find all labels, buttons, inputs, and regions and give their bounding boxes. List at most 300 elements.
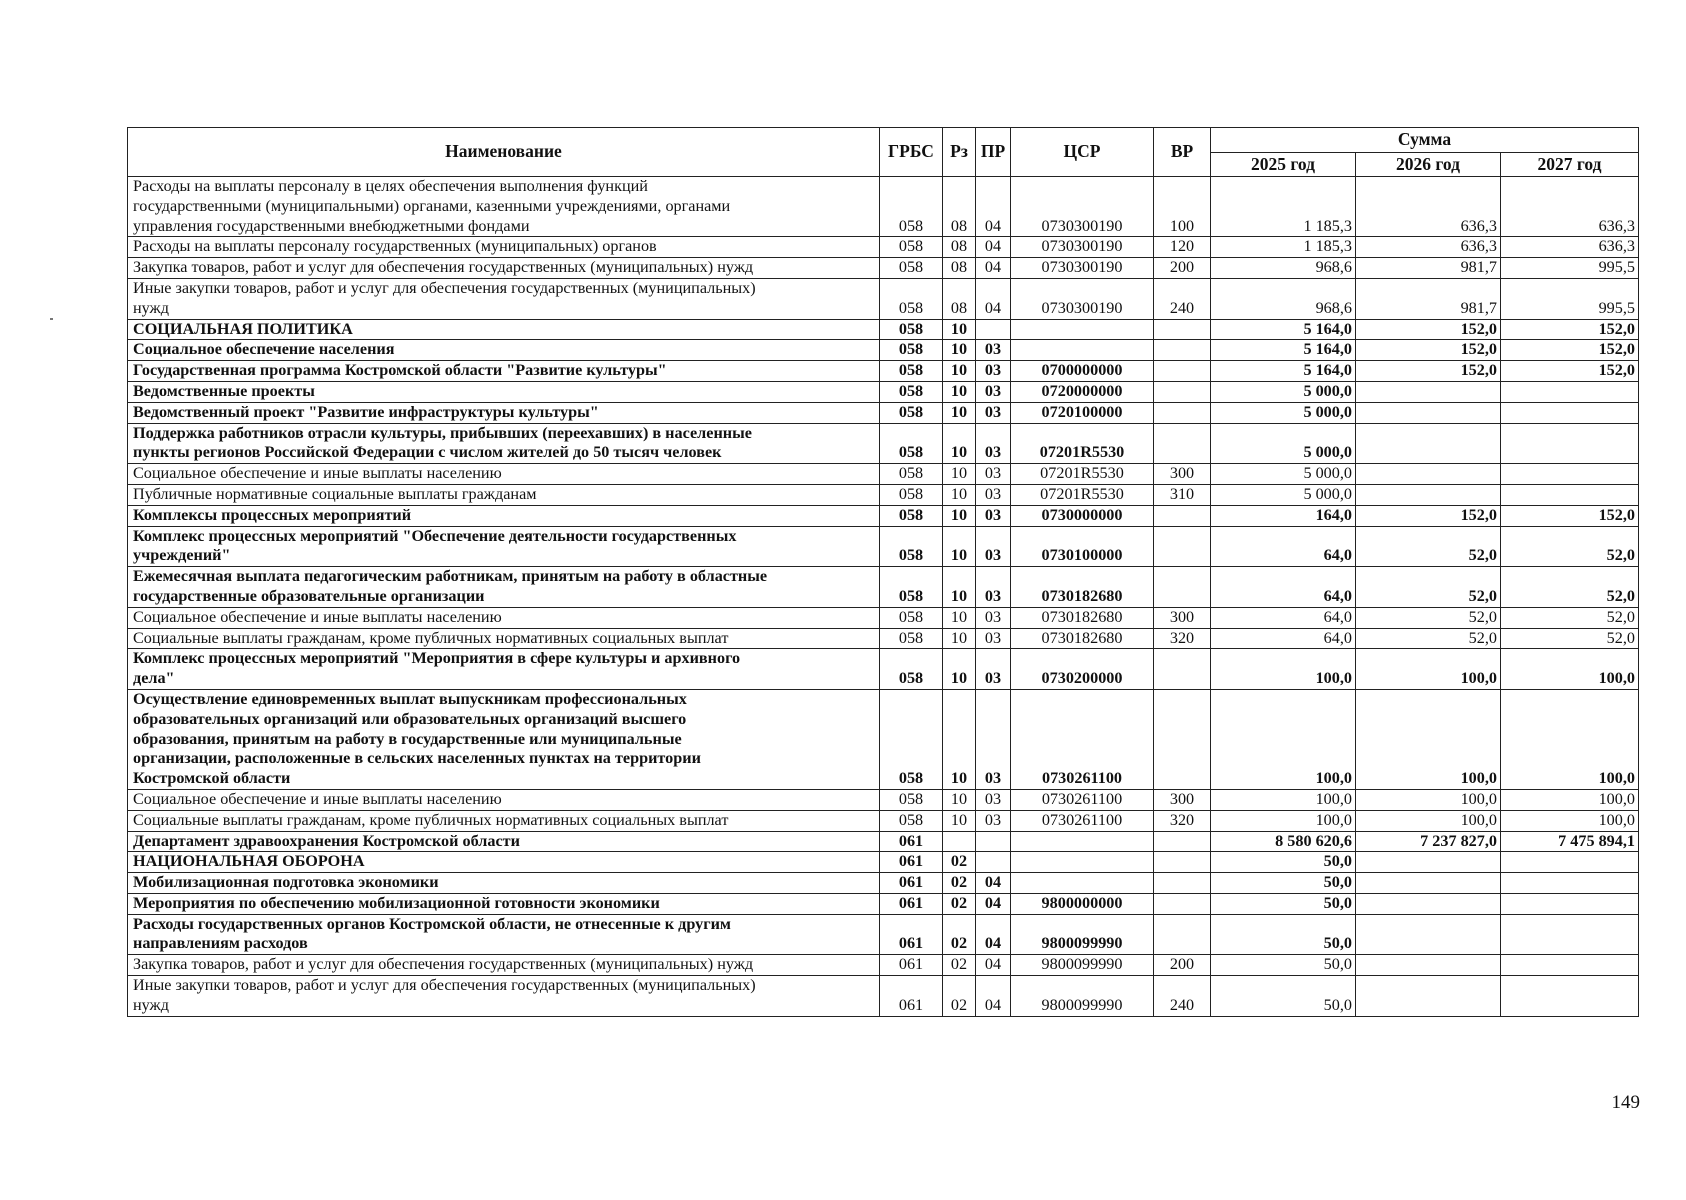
- cell-2025: 1 185,3: [1211, 177, 1356, 237]
- cell-2026: 981,7: [1356, 278, 1501, 319]
- cell-name-line: Закупка товаров, работ и услуг для обеспечения государственных (муниципальных) нужд: [133, 955, 754, 974]
- scan-speck: [50, 318, 53, 320]
- cell-2025: 50,0: [1211, 976, 1356, 1017]
- cell-2026: [1356, 955, 1501, 976]
- cell-csr: [1011, 852, 1154, 873]
- cell-2027: 636,3: [1501, 177, 1639, 237]
- cell-csr: 0730261100: [1011, 689, 1154, 789]
- cell-name: [128, 649, 880, 690]
- cell-2026: 636,3: [1356, 237, 1501, 258]
- cell-name-line: Социальное обеспечение и иные выплаты населению: [133, 789, 502, 808]
- cell-name-line: Закупка товаров, работ и услуг для обеспечения государственных (муниципальных) нужд: [133, 258, 754, 277]
- cell-2027: [1501, 893, 1639, 914]
- table-row: [128, 319, 1639, 340]
- cell-2025: 5 000,0: [1211, 381, 1356, 402]
- cell-csr: 0730000000: [1011, 505, 1154, 526]
- cell-name: [128, 505, 880, 526]
- cell-name-line: Иные закупки товаров, работ и услуг для обеспечения государственных (муниципальных): [133, 278, 756, 297]
- cell-2027: 52,0: [1501, 628, 1639, 649]
- cell-csr: 0700000000: [1011, 361, 1154, 382]
- cell-rz: 02: [943, 893, 976, 914]
- cell-pr: 03: [976, 464, 1011, 485]
- cell-pr: 03: [976, 789, 1011, 810]
- table-row: [128, 893, 1639, 914]
- header-name: Наименование: [128, 128, 880, 177]
- cell-2027: [1501, 484, 1639, 505]
- cell-pr: 03: [976, 381, 1011, 402]
- cell-pr: 03: [976, 526, 1011, 567]
- cell-name-line: Мероприятия по обеспечению мобилизационной готовности экономики: [133, 893, 660, 912]
- cell-vr: 240: [1154, 278, 1211, 319]
- cell-vr: 100: [1154, 177, 1211, 237]
- cell-grbs: 058: [880, 526, 943, 567]
- cell-vr: 200: [1154, 258, 1211, 279]
- cell-vr: 300: [1154, 607, 1211, 628]
- cell-vr: 310: [1154, 484, 1211, 505]
- cell-csr: 07201R5530: [1011, 464, 1154, 485]
- cell-rz: 10: [943, 381, 976, 402]
- cell-grbs: 058: [880, 258, 943, 279]
- cell-2025: 5 000,0: [1211, 464, 1356, 485]
- cell-rz: 10: [943, 505, 976, 526]
- cell-csr: 9800099990: [1011, 955, 1154, 976]
- cell-vr: [1154, 423, 1211, 464]
- cell-rz: 10: [943, 423, 976, 464]
- table-row: [128, 628, 1639, 649]
- cell-rz: 10: [943, 628, 976, 649]
- cell-name: [128, 976, 880, 1017]
- cell-rz: 02: [943, 914, 976, 955]
- cell-name-line: Костромской области: [133, 769, 291, 788]
- cell-pr: 03: [976, 361, 1011, 382]
- cell-2026: 52,0: [1356, 628, 1501, 649]
- cell-grbs: 061: [880, 914, 943, 955]
- cell-2026: 981,7: [1356, 258, 1501, 279]
- cell-name-line: нужд: [133, 995, 169, 1014]
- cell-2025: 164,0: [1211, 505, 1356, 526]
- table-row: [128, 237, 1639, 258]
- table-row: [128, 607, 1639, 628]
- table-body: [128, 177, 1639, 1017]
- cell-2027: 7 475 894,1: [1501, 831, 1639, 852]
- cell-2025: 64,0: [1211, 567, 1356, 608]
- cell-csr: [1011, 340, 1154, 361]
- cell-name-line: Департамент здравоохранения Костромской области: [133, 831, 520, 850]
- cell-2026: [1356, 402, 1501, 423]
- cell-pr: [976, 852, 1011, 873]
- cell-name-line: Мобилизационная подготовка экономики: [133, 873, 439, 892]
- cell-2025: 968,6: [1211, 258, 1356, 279]
- cell-grbs: 058: [880, 810, 943, 831]
- cell-pr: 04: [976, 873, 1011, 894]
- cell-name-line: государственные образовательные организации: [133, 586, 485, 605]
- cell-name: [128, 464, 880, 485]
- cell-2025: 50,0: [1211, 955, 1356, 976]
- cell-2027: [1501, 402, 1639, 423]
- cell-2025: 50,0: [1211, 852, 1356, 873]
- cell-grbs: 058: [880, 423, 943, 464]
- cell-vr: 240: [1154, 976, 1211, 1017]
- cell-name: [128, 177, 880, 237]
- cell-vr: [1154, 361, 1211, 382]
- cell-2025: 50,0: [1211, 873, 1356, 894]
- cell-vr: [1154, 505, 1211, 526]
- cell-pr: 03: [976, 628, 1011, 649]
- cell-grbs: 058: [880, 237, 943, 258]
- cell-pr: 04: [976, 177, 1011, 237]
- cell-vr: 200: [1154, 955, 1211, 976]
- cell-2026: [1356, 873, 1501, 894]
- cell-2025: 5 164,0: [1211, 319, 1356, 340]
- cell-rz: 02: [943, 955, 976, 976]
- cell-name-line: пункты регионов Российской Федерации с числом жителей до 50 тысяч человек: [133, 443, 722, 462]
- table-row: [128, 976, 1639, 1017]
- table-row: [128, 831, 1639, 852]
- cell-csr: 0730300190: [1011, 237, 1154, 258]
- cell-2025: 5 164,0: [1211, 340, 1356, 361]
- cell-vr: [1154, 914, 1211, 955]
- cell-rz: 10: [943, 464, 976, 485]
- cell-grbs: 058: [880, 402, 943, 423]
- cell-vr: [1154, 831, 1211, 852]
- cell-pr: 03: [976, 607, 1011, 628]
- table-row: [128, 810, 1639, 831]
- cell-csr: 9800099990: [1011, 914, 1154, 955]
- cell-2027: [1501, 381, 1639, 402]
- table-row: [128, 567, 1639, 608]
- cell-pr: 03: [976, 649, 1011, 690]
- cell-2025: 5 164,0: [1211, 361, 1356, 382]
- table-row: [128, 361, 1639, 382]
- cell-2026: [1356, 893, 1501, 914]
- cell-name-line: дела": [133, 669, 175, 688]
- cell-name-line: образования, принятым на работу в государственные или муниципальные: [133, 729, 682, 748]
- cell-pr: 03: [976, 340, 1011, 361]
- cell-pr: [976, 831, 1011, 852]
- cell-csr: [1011, 831, 1154, 852]
- budget-table: [127, 127, 1639, 1017]
- cell-vr: [1154, 526, 1211, 567]
- cell-2026: 636,3: [1356, 177, 1501, 237]
- cell-vr: [1154, 402, 1211, 423]
- cell-2026: 52,0: [1356, 607, 1501, 628]
- table-row: [128, 505, 1639, 526]
- cell-2027: [1501, 852, 1639, 873]
- cell-pr: 03: [976, 810, 1011, 831]
- cell-name-line: Социальное обеспечение населения: [133, 340, 395, 359]
- table-row: [128, 955, 1639, 976]
- table-row: [128, 423, 1639, 464]
- header-vr: ВР: [1154, 128, 1211, 177]
- cell-name-line: управления государственными внебюджетными фондами: [133, 216, 530, 235]
- cell-name: [128, 893, 880, 914]
- cell-grbs: 061: [880, 873, 943, 894]
- cell-grbs: 058: [880, 361, 943, 382]
- cell-grbs: 061: [880, 976, 943, 1017]
- cell-2025: 968,6: [1211, 278, 1356, 319]
- cell-csr: 0730182680: [1011, 567, 1154, 608]
- cell-name-line: СОЦИАЛЬНАЯ ПОЛИТИКА: [133, 319, 353, 338]
- cell-2027: 100,0: [1501, 810, 1639, 831]
- cell-rz: 08: [943, 237, 976, 258]
- cell-csr: 0730300190: [1011, 258, 1154, 279]
- table-header: [128, 128, 1639, 177]
- cell-rz: 10: [943, 689, 976, 789]
- table-row: [128, 789, 1639, 810]
- cell-vr: 300: [1154, 464, 1211, 485]
- cell-2026: 52,0: [1356, 567, 1501, 608]
- cell-csr: 0730200000: [1011, 649, 1154, 690]
- cell-name: [128, 319, 880, 340]
- cell-rz: 02: [943, 852, 976, 873]
- cell-grbs: 058: [880, 340, 943, 361]
- cell-name: [128, 689, 880, 789]
- cell-pr: 04: [976, 237, 1011, 258]
- cell-2025: 100,0: [1211, 649, 1356, 690]
- cell-grbs: 061: [880, 893, 943, 914]
- cell-2027: [1501, 955, 1639, 976]
- cell-name: [128, 810, 880, 831]
- table-row: [128, 852, 1639, 873]
- cell-2027: [1501, 464, 1639, 485]
- cell-pr: 04: [976, 955, 1011, 976]
- cell-name-line: образовательных организаций или образовательных организаций высшего: [133, 709, 687, 728]
- cell-name: [128, 423, 880, 464]
- table-row: [128, 914, 1639, 955]
- cell-name-line: Государственная программа Костромской области "Развитие культуры": [133, 361, 667, 380]
- cell-name: [128, 789, 880, 810]
- cell-name: [128, 381, 880, 402]
- cell-name-line: Расходы на выплаты персоналу в целях обеспечения выполнения функций: [133, 177, 648, 195]
- cell-name-line: Ведомственный проект "Развитие инфраструктуры культуры": [133, 402, 599, 421]
- cell-csr: 0730300190: [1011, 177, 1154, 237]
- cell-grbs: 058: [880, 464, 943, 485]
- cell-vr: 120: [1154, 237, 1211, 258]
- cell-rz: 02: [943, 976, 976, 1017]
- cell-name: [128, 831, 880, 852]
- cell-pr: 04: [976, 914, 1011, 955]
- cell-csr: 07201R5530: [1011, 423, 1154, 464]
- cell-pr: 03: [976, 484, 1011, 505]
- cell-rz: 08: [943, 278, 976, 319]
- cell-2025: 5 000,0: [1211, 402, 1356, 423]
- cell-2027: [1501, 976, 1639, 1017]
- cell-name: [128, 278, 880, 319]
- cell-name: [128, 914, 880, 955]
- cell-grbs: 058: [880, 278, 943, 319]
- cell-2027: 636,3: [1501, 237, 1639, 258]
- cell-pr: 04: [976, 258, 1011, 279]
- cell-grbs: 058: [880, 319, 943, 340]
- cell-2027: [1501, 423, 1639, 464]
- table-row: [128, 649, 1639, 690]
- cell-2026: 100,0: [1356, 810, 1501, 831]
- cell-csr: 07201R5530: [1011, 484, 1154, 505]
- cell-2027: 995,5: [1501, 278, 1639, 319]
- cell-grbs: 061: [880, 831, 943, 852]
- cell-2026: 152,0: [1356, 340, 1501, 361]
- cell-vr: [1154, 649, 1211, 690]
- cell-csr: 9800099990: [1011, 976, 1154, 1017]
- cell-rz: 10: [943, 567, 976, 608]
- cell-csr: 0730100000: [1011, 526, 1154, 567]
- cell-name-line: Поддержка работников отрасли культуры, прибывших (переехавших) в населенные: [133, 423, 752, 442]
- header-grbs: ГРБС: [880, 128, 943, 177]
- cell-2025: 64,0: [1211, 607, 1356, 628]
- cell-2027: 52,0: [1501, 526, 1639, 567]
- cell-2025: 100,0: [1211, 689, 1356, 789]
- cell-vr: [1154, 893, 1211, 914]
- cell-name-line: Комплекс процессных мероприятий "Обеспечение деятельности государственных: [133, 526, 737, 545]
- cell-pr: 04: [976, 976, 1011, 1017]
- cell-grbs: 058: [880, 789, 943, 810]
- table-row: [128, 402, 1639, 423]
- cell-2025: 64,0: [1211, 526, 1356, 567]
- cell-name-line: Социальные выплаты гражданам, кроме публичных нормативных социальных выплат: [133, 628, 729, 647]
- cell-2026: 100,0: [1356, 649, 1501, 690]
- cell-name: [128, 258, 880, 279]
- cell-csr: 0730182680: [1011, 628, 1154, 649]
- cell-name: [128, 607, 880, 628]
- table-row: [128, 873, 1639, 894]
- cell-vr: [1154, 689, 1211, 789]
- cell-pr: 04: [976, 278, 1011, 319]
- cell-csr: 9800000000: [1011, 893, 1154, 914]
- cell-name-line: учреждений": [133, 546, 231, 565]
- cell-csr: 0720000000: [1011, 381, 1154, 402]
- cell-2027: [1501, 914, 1639, 955]
- cell-2026: 100,0: [1356, 789, 1501, 810]
- cell-2027: 995,5: [1501, 258, 1639, 279]
- cell-name-line: нужд: [133, 298, 169, 317]
- header-year-2025: 2025 год: [1211, 153, 1356, 177]
- cell-csr: 0720100000: [1011, 402, 1154, 423]
- cell-grbs: 058: [880, 177, 943, 237]
- cell-grbs: 061: [880, 955, 943, 976]
- cell-pr: 03: [976, 567, 1011, 608]
- cell-name-line: Осуществление единовременных выплат выпускникам профессиональных: [133, 689, 687, 708]
- cell-vr: [1154, 873, 1211, 894]
- cell-2027: 100,0: [1501, 689, 1639, 789]
- cell-name-line: НАЦИОНАЛЬНАЯ ОБОРОНА: [133, 852, 365, 871]
- cell-name-line: государственными (муниципальными) органами, казенными учреждениями, органами: [133, 196, 731, 215]
- cell-name-line: организации, расположенные в сельских населенных пунктах на территории: [133, 749, 701, 768]
- cell-vr: [1154, 567, 1211, 608]
- cell-name-line: Ежемесячная выплата педагогическим работникам, принятым на работу в областные: [133, 567, 768, 586]
- cell-2027: 152,0: [1501, 319, 1639, 340]
- cell-rz: 10: [943, 649, 976, 690]
- cell-2027: 52,0: [1501, 607, 1639, 628]
- table-row: [128, 484, 1639, 505]
- cell-rz: 10: [943, 340, 976, 361]
- cell-pr: 03: [976, 505, 1011, 526]
- cell-2027: 152,0: [1501, 505, 1639, 526]
- cell-name-line: Расходы государственных органов Костромской области, не отнесенные к другим: [133, 914, 731, 933]
- header-pr: ПР: [976, 128, 1011, 177]
- cell-rz: 08: [943, 258, 976, 279]
- cell-rz: 10: [943, 526, 976, 567]
- table-row: [128, 689, 1639, 789]
- cell-name-line: Ведомственные проекты: [133, 381, 315, 400]
- cell-2026: [1356, 464, 1501, 485]
- cell-vr: [1154, 852, 1211, 873]
- cell-name: [128, 237, 880, 258]
- cell-rz: [943, 831, 976, 852]
- cell-name-line: Расходы на выплаты персоналу государственных (муниципальных) органов: [133, 237, 657, 256]
- cell-grbs: 058: [880, 381, 943, 402]
- cell-vr: 320: [1154, 810, 1211, 831]
- cell-rz: 10: [943, 402, 976, 423]
- cell-name: [128, 628, 880, 649]
- cell-name-line: Публичные нормативные социальные выплаты гражданам: [133, 484, 537, 503]
- cell-grbs: 058: [880, 484, 943, 505]
- cell-pr: 04: [976, 893, 1011, 914]
- cell-2025: 64,0: [1211, 628, 1356, 649]
- cell-2026: [1356, 423, 1501, 464]
- cell-csr: 0730261100: [1011, 810, 1154, 831]
- cell-csr: [1011, 873, 1154, 894]
- cell-rz: 10: [943, 361, 976, 382]
- cell-2026: [1356, 852, 1501, 873]
- cell-name-line: Комплекс процессных мероприятий "Мероприятия в сфере культуры и архивного: [133, 649, 741, 668]
- cell-grbs: 058: [880, 689, 943, 789]
- cell-2025: 50,0: [1211, 893, 1356, 914]
- cell-name-line: Социальное обеспечение и иные выплаты населению: [133, 464, 502, 483]
- cell-name: [128, 526, 880, 567]
- cell-name: [128, 567, 880, 608]
- cell-2027: 52,0: [1501, 567, 1639, 608]
- cell-grbs: 058: [880, 505, 943, 526]
- cell-2026: 52,0: [1356, 526, 1501, 567]
- cell-vr: [1154, 381, 1211, 402]
- cell-csr: [1011, 319, 1154, 340]
- cell-2026: [1356, 381, 1501, 402]
- cell-2025: 1 185,3: [1211, 237, 1356, 258]
- cell-2027: 152,0: [1501, 340, 1639, 361]
- cell-2025: 5 000,0: [1211, 423, 1356, 464]
- table-row: [128, 526, 1639, 567]
- cell-vr: 300: [1154, 789, 1211, 810]
- header-rz: Рз: [943, 128, 976, 177]
- cell-2027: 100,0: [1501, 649, 1639, 690]
- table-row: [128, 177, 1639, 237]
- cell-2027: [1501, 873, 1639, 894]
- cell-grbs: 058: [880, 628, 943, 649]
- cell-pr: 03: [976, 402, 1011, 423]
- cell-name-line: Социальные выплаты гражданам, кроме публичных нормативных социальных выплат: [133, 810, 729, 829]
- cell-name-line: Иные закупки товаров, работ и услуг для обеспечения государственных (муниципальных): [133, 976, 756, 995]
- cell-rz: 08: [943, 177, 976, 237]
- cell-name: [128, 361, 880, 382]
- header-csr: ЦСР: [1011, 128, 1154, 177]
- cell-2026: 7 237 827,0: [1356, 831, 1501, 852]
- cell-csr: 0730261100: [1011, 789, 1154, 810]
- cell-name-line: Социальное обеспечение и иные выплаты населению: [133, 607, 502, 626]
- table-row: [128, 381, 1639, 402]
- cell-2026: 100,0: [1356, 689, 1501, 789]
- cell-grbs: 058: [880, 649, 943, 690]
- cell-vr: [1154, 319, 1211, 340]
- table-row: [128, 278, 1639, 319]
- cell-2026: [1356, 484, 1501, 505]
- cell-2026: 152,0: [1356, 361, 1501, 382]
- cell-2026: 152,0: [1356, 505, 1501, 526]
- cell-2026: 152,0: [1356, 319, 1501, 340]
- cell-2025: 5 000,0: [1211, 484, 1356, 505]
- cell-name: [128, 873, 880, 894]
- cell-rz: 10: [943, 484, 976, 505]
- header-year-2026: 2026 год: [1356, 153, 1501, 177]
